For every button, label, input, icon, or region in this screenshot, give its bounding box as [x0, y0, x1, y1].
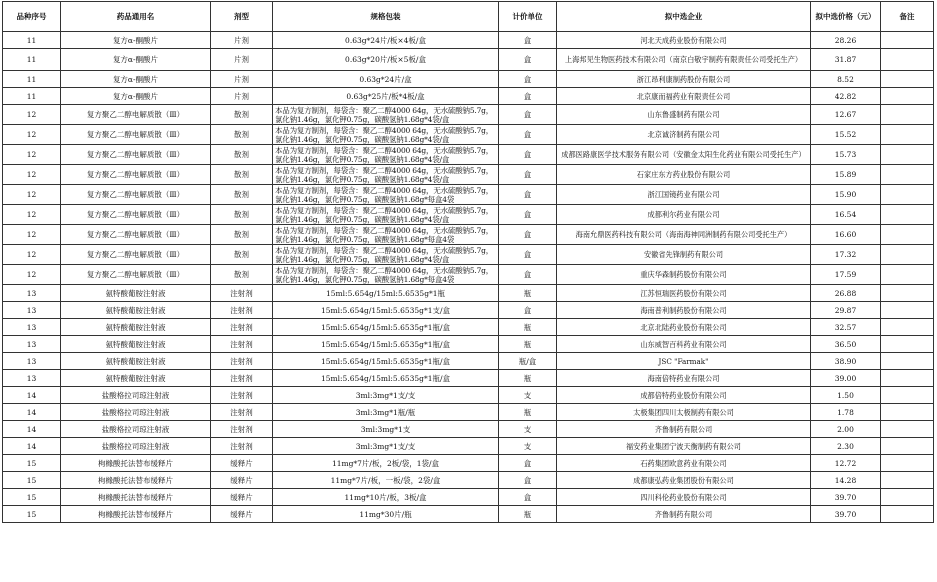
cell-name: 氨特酸葡胺注射液	[61, 285, 211, 302]
cell-company: 山东鲁盛制药有限公司	[557, 105, 811, 125]
cell-note	[881, 319, 934, 336]
cell-form: 散剂	[211, 205, 273, 225]
cell-unit: 盒	[499, 205, 557, 225]
cell-note	[881, 49, 934, 71]
table-row	[3, 506, 934, 523]
cell-price: 38.90	[811, 353, 881, 370]
cell-price: 15.89	[811, 165, 881, 185]
cell-price: 28.26	[811, 32, 881, 49]
cell-spec: 11mg*30片/瓶	[273, 506, 499, 523]
cell-price: 15.90	[811, 185, 881, 205]
table-row	[3, 225, 934, 245]
cell-unit: 盒	[499, 489, 557, 506]
cell-company: 海南倍特药业有限公司	[557, 370, 811, 387]
table-row	[3, 302, 934, 319]
cell-form: 缓释片	[211, 489, 273, 506]
col-header-no: 品种序号	[3, 2, 61, 32]
cell-unit: 盒	[499, 49, 557, 71]
cell-price: 2.00	[811, 421, 881, 438]
cell-name: 氨特酸葡胺注射液	[61, 353, 211, 370]
cell-unit: 瓶/盒	[499, 353, 557, 370]
cell-note	[881, 88, 934, 105]
cell-note	[881, 185, 934, 205]
cell-price: 39.00	[811, 370, 881, 387]
cell-no: 12	[3, 145, 61, 165]
cell-company: 上海邦见生物医药技术有限公司（南京白敬宇制药有限责任公司受托生产）	[557, 49, 811, 71]
cell-company: 石家庄东方药业股份有限公司	[557, 165, 811, 185]
cell-unit: 盒	[499, 225, 557, 245]
cell-name: 复方聚乙二醇电解质散（Ⅲ）	[61, 165, 211, 185]
cell-no: 12	[3, 265, 61, 285]
cell-spec: 0.63g*20片/板×5板/盒	[273, 49, 499, 71]
cell-no: 11	[3, 32, 61, 49]
cell-unit: 盒	[499, 455, 557, 472]
table-row	[3, 455, 934, 472]
cell-company: JSC "Farmak"	[557, 353, 811, 370]
cell-spec: 3ml:3mg*1支/支	[273, 438, 499, 455]
cell-name: 盐酸格拉司琼注射液	[61, 387, 211, 404]
cell-unit: 盒	[499, 32, 557, 49]
cell-no: 11	[3, 88, 61, 105]
cell-spec: 0.63g*24片/板×4板/盒	[273, 32, 499, 49]
cell-price: 2.30	[811, 438, 881, 455]
cell-form: 散剂	[211, 105, 273, 125]
cell-price: 1.78	[811, 404, 881, 421]
cell-company: 北京诚济制药有限公司	[557, 125, 811, 145]
cell-form: 注射剂	[211, 421, 273, 438]
cell-unit: 瓶	[499, 404, 557, 421]
cell-no: 12	[3, 125, 61, 145]
cell-name: 氨特酸葡胺注射液	[61, 370, 211, 387]
cell-form: 散剂	[211, 125, 273, 145]
cell-name: 盐酸格拉司琼注射液	[61, 404, 211, 421]
cell-form: 注射剂	[211, 302, 273, 319]
cell-unit: 盒	[499, 265, 557, 285]
table-row	[3, 404, 934, 421]
cell-spec: 11mg*10片/板，3板/盒	[273, 489, 499, 506]
cell-no: 15	[3, 455, 61, 472]
cell-form: 片剂	[211, 88, 273, 105]
col-header-note: 备注	[881, 2, 934, 32]
cell-unit: 瓶	[499, 285, 557, 302]
cell-spec: 15ml:5.654g/15ml:5.6535g*1瓶/盒	[273, 353, 499, 370]
cell-spec: 本品为复方制剂，每袋含：聚乙二醇4000 64g，无水硫酸钠5.7g，氯化钠1.46g，氯化钾0.75g，碳酸氢钠1.68g*4袋/盒	[273, 145, 499, 165]
cell-unit: 盒	[499, 165, 557, 185]
cell-company: 成都康弘药业集团股份有限公司	[557, 472, 811, 489]
cell-price: 8.52	[811, 71, 881, 88]
cell-form: 片剂	[211, 32, 273, 49]
cell-spec: 11mg*7片/板，一板/袋，2袋/盒	[273, 472, 499, 489]
cell-name: 枸橼酸托法替布缓释片	[61, 489, 211, 506]
cell-price: 29.87	[811, 302, 881, 319]
cell-company: 齐鲁制药有限公司	[557, 506, 811, 523]
cell-note	[881, 455, 934, 472]
cell-no: 13	[3, 353, 61, 370]
cell-form: 散剂	[211, 185, 273, 205]
cell-name: 盐酸格拉司琼注射液	[61, 438, 211, 455]
cell-form: 散剂	[211, 245, 273, 265]
header-row	[3, 2, 934, 32]
table-row	[3, 353, 934, 370]
cell-note	[881, 472, 934, 489]
cell-no: 14	[3, 387, 61, 404]
cell-note	[881, 245, 934, 265]
col-header-form: 剂型	[211, 2, 273, 32]
cell-no: 13	[3, 285, 61, 302]
table-row	[3, 285, 934, 302]
cell-company: 北京北陆药业股份有限公司	[557, 319, 811, 336]
cell-price: 26.88	[811, 285, 881, 302]
cell-unit: 支	[499, 387, 557, 404]
table-row	[3, 32, 934, 49]
cell-name: 枸橼酸托法替布缓释片	[61, 472, 211, 489]
cell-company: 河北天成药业股份有限公司	[557, 32, 811, 49]
cell-price: 1.50	[811, 387, 881, 404]
cell-spec: 本品为复方制剂，每袋含：聚乙二醇4000 64g，无水硫酸钠5.7g，氯化钠1.46g，氯化钾0.75g，碳酸氢钠1.68g*每盒4袋	[273, 185, 499, 205]
table-row	[3, 185, 934, 205]
cell-spec: 3ml:3mg*1瓶/瓶	[273, 404, 499, 421]
cell-company: 太极集团四川太极制药有限公司	[557, 404, 811, 421]
table-row	[3, 387, 934, 404]
cell-no: 11	[3, 49, 61, 71]
cell-no: 14	[3, 404, 61, 421]
cell-note	[881, 71, 934, 88]
cell-unit: 瓶	[499, 370, 557, 387]
cell-no: 14	[3, 438, 61, 455]
cell-name: 复方聚乙二醇电解质散（Ⅲ）	[61, 125, 211, 145]
cell-no: 11	[3, 71, 61, 88]
cell-no: 13	[3, 370, 61, 387]
cell-name: 氨特酸葡胺注射液	[61, 336, 211, 353]
cell-note	[881, 387, 934, 404]
cell-note	[881, 489, 934, 506]
cell-spec: 3ml:3mg*1支/支	[273, 387, 499, 404]
cell-no: 12	[3, 225, 61, 245]
cell-spec: 本品为复方制剂，每袋含：聚乙二醇4000 64g，无水硫酸钠5.7g，氯化钠1.46g，氯化钾0.75g，碳酸氢钠1.68g*每盒4袋	[273, 265, 499, 285]
cell-unit: 瓶	[499, 319, 557, 336]
cell-company: 海南允鼎医药科技有限公司（海南海神同洲制药有限公司受托生产）	[557, 225, 811, 245]
cell-note	[881, 336, 934, 353]
table-row	[3, 438, 934, 455]
cell-company: 齐鲁制药有限公司	[557, 421, 811, 438]
cell-no: 12	[3, 205, 61, 225]
table-row	[3, 49, 934, 71]
cell-unit: 盒	[499, 472, 557, 489]
cell-unit: 支	[499, 421, 557, 438]
table-row	[3, 88, 934, 105]
cell-company: 石药集团欧意药业有限公司	[557, 455, 811, 472]
cell-note	[881, 205, 934, 225]
cell-unit: 瓶	[499, 506, 557, 523]
cell-price: 39.70	[811, 489, 881, 506]
cell-unit: 盒	[499, 105, 557, 125]
table-row	[3, 71, 934, 88]
cell-form: 散剂	[211, 165, 273, 185]
table-row	[3, 145, 934, 165]
cell-name: 复方α-酮酸片	[61, 32, 211, 49]
cell-form: 注射剂	[211, 387, 273, 404]
cell-price: 31.87	[811, 49, 881, 71]
cell-form: 缓释片	[211, 506, 273, 523]
table-row	[3, 489, 934, 506]
cell-company: 浙江昂利康制药股份有限公司	[557, 71, 811, 88]
cell-no: 13	[3, 319, 61, 336]
cell-spec: 本品为复方制剂，每袋含：聚乙二醇4000 64g，无水硫酸钠5.7g，氯化钠1.46g，氯化钾0.75g，碳酸氢钠1.68g*4袋/盒	[273, 245, 499, 265]
cell-no: 14	[3, 421, 61, 438]
cell-name: 复方α-酮酸片	[61, 49, 211, 71]
table-row	[3, 245, 934, 265]
cell-unit: 盒	[499, 185, 557, 205]
cell-price: 17.32	[811, 245, 881, 265]
cell-no: 15	[3, 489, 61, 506]
cell-company: 江苏恒瑞医药股份有限公司	[557, 285, 811, 302]
table-row	[3, 336, 934, 353]
cell-unit: 盒	[499, 145, 557, 165]
cell-price: 42.82	[811, 88, 881, 105]
col-header-price: 拟中选价格（元）	[811, 2, 881, 32]
cell-no: 12	[3, 165, 61, 185]
cell-note	[881, 506, 934, 523]
col-header-name: 药品通用名	[61, 2, 211, 32]
cell-company: 北京康而福药业有限责任公司	[557, 88, 811, 105]
cell-unit: 盒	[499, 245, 557, 265]
cell-form: 散剂	[211, 145, 273, 165]
cell-note	[881, 105, 934, 125]
cell-unit: 盒	[499, 125, 557, 145]
cell-name: 复方聚乙二醇电解质散（Ⅲ）	[61, 245, 211, 265]
table-row	[3, 125, 934, 145]
cell-company: 山东威智百科药业有限公司	[557, 336, 811, 353]
cell-note	[881, 125, 934, 145]
cell-price: 36.50	[811, 336, 881, 353]
cell-no: 12	[3, 245, 61, 265]
cell-unit: 盒	[499, 71, 557, 88]
cell-note	[881, 285, 934, 302]
cell-spec: 15ml:5.654g/15ml:5.6535g*1支/盒	[273, 302, 499, 319]
cell-name: 氨特酸葡胺注射液	[61, 319, 211, 336]
table-row	[3, 205, 934, 225]
cell-form: 散剂	[211, 265, 273, 285]
cell-spec: 0.63g*25片/板*4板/盒	[273, 88, 499, 105]
cell-no: 15	[3, 472, 61, 489]
cell-form: 注射剂	[211, 404, 273, 421]
cell-form: 缓释片	[211, 472, 273, 489]
cell-note	[881, 225, 934, 245]
drug-price-table	[2, 1, 934, 523]
cell-company: 成都医路康医学技术服务有限公司（安徽金太阳生化药业有限公司受托生产）	[557, 145, 811, 165]
cell-price: 39.70	[811, 506, 881, 523]
cell-name: 盐酸格拉司琼注射液	[61, 421, 211, 438]
cell-spec: 本品为复方制剂，每袋含：聚乙二醇4000 64g，无水硫酸钠5.7g，氯化钠1.46g，氯化钾0.75g，碳酸氢钠1.68g*4袋/盒	[273, 125, 499, 145]
cell-name: 枸橼酸托法替布缓释片	[61, 455, 211, 472]
col-header-spec: 规格包装	[273, 2, 499, 32]
cell-note	[881, 370, 934, 387]
cell-note	[881, 404, 934, 421]
cell-spec: 0.63g*24片/盒	[273, 71, 499, 88]
cell-name: 复方聚乙二醇电解质散（Ⅲ）	[61, 265, 211, 285]
cell-spec: 本品为复方制剂，每袋含：聚乙二醇4000 64g，无水硫酸钠5.7g，氯化钠1.46g，氯化钾0.75g，碳酸氢钠1.68g*4袋/盒	[273, 165, 499, 185]
cell-company: 成都利尔药业有限公司	[557, 205, 811, 225]
cell-unit: 盒	[499, 302, 557, 319]
cell-name: 复方聚乙二醇电解质散（Ⅲ）	[61, 185, 211, 205]
cell-price: 17.59	[811, 265, 881, 285]
cell-note	[881, 353, 934, 370]
cell-no: 13	[3, 336, 61, 353]
cell-name: 氨特酸葡胺注射液	[61, 302, 211, 319]
cell-spec: 15ml:5.654g/15ml:5.6535g*1瓶/盒	[273, 336, 499, 353]
cell-spec: 15ml:5.654g/15ml:5.6535g*1瓶/盒	[273, 370, 499, 387]
cell-company: 海南普利制药股份有限公司	[557, 302, 811, 319]
cell-name: 复方聚乙二醇电解质散（Ⅲ）	[61, 225, 211, 245]
cell-spec: 15ml:5.654g/15ml:5.6535g*1瓶	[273, 285, 499, 302]
cell-form: 注射剂	[211, 438, 273, 455]
cell-form: 注射剂	[211, 370, 273, 387]
cell-no: 12	[3, 105, 61, 125]
cell-name: 复方聚乙二醇电解质散（Ⅲ）	[61, 205, 211, 225]
cell-price: 32.57	[811, 319, 881, 336]
cell-company: 四川科伦药业股份有限公司	[557, 489, 811, 506]
cell-form: 注射剂	[211, 336, 273, 353]
cell-note	[881, 421, 934, 438]
cell-unit: 支	[499, 438, 557, 455]
cell-price: 14.28	[811, 472, 881, 489]
cell-name: 复方聚乙二醇电解质散（Ⅲ）	[61, 145, 211, 165]
table-row	[3, 319, 934, 336]
cell-name: 枸橼酸托法替布缓释片	[61, 506, 211, 523]
cell-form: 片剂	[211, 49, 273, 71]
cell-form: 注射剂	[211, 285, 273, 302]
cell-price: 12.67	[811, 105, 881, 125]
table-row	[3, 370, 934, 387]
cell-price: 15.52	[811, 125, 881, 145]
cell-name: 复方α-酮酸片	[61, 71, 211, 88]
cell-form: 注射剂	[211, 353, 273, 370]
cell-note	[881, 265, 934, 285]
cell-note	[881, 32, 934, 49]
cell-unit: 盒	[499, 88, 557, 105]
table-row	[3, 165, 934, 185]
cell-company: 浙江国镜药业有限公司	[557, 185, 811, 205]
cell-company: 安徽省先锋制药有限公司	[557, 245, 811, 265]
cell-spec: 本品为复方制剂，每袋含：聚乙二醇4000 64g，无水硫酸钠5.7g，氯化钠1.46g，氯化钾0.75g，碳酸氢钠1.68g*4袋/盒	[273, 105, 499, 125]
cell-price: 15.73	[811, 145, 881, 165]
cell-form: 缓释片	[211, 455, 273, 472]
cell-spec: 11mg*7片/板，2板/袋，1袋/盒	[273, 455, 499, 472]
table-row	[3, 265, 934, 285]
cell-note	[881, 438, 934, 455]
col-header-company: 拟中选企业	[557, 2, 811, 32]
cell-no: 13	[3, 302, 61, 319]
cell-spec: 3ml:3mg*1支	[273, 421, 499, 438]
cell-spec: 本品为复方制剂，每袋含：聚乙二醇4000 64g，无水硫酸钠5.7g，氯化钠1.46g，氯化钾0.75g，碳酸氢钠1.68g*每盒4袋	[273, 225, 499, 245]
cell-no: 12	[3, 185, 61, 205]
cell-price: 16.54	[811, 205, 881, 225]
cell-form: 片剂	[211, 71, 273, 88]
cell-name: 复方聚乙二醇电解质散（Ⅲ）	[61, 105, 211, 125]
table-row	[3, 105, 934, 125]
cell-note	[881, 302, 934, 319]
cell-company: 成都倍特药业股份有限公司	[557, 387, 811, 404]
table-row	[3, 472, 934, 489]
cell-spec: 15ml:5.654g/15ml:5.6535g*1瓶/盒	[273, 319, 499, 336]
cell-company: 重庆华森制药股份有限公司	[557, 265, 811, 285]
cell-unit: 瓶	[499, 336, 557, 353]
cell-note	[881, 165, 934, 185]
table-row	[3, 421, 934, 438]
cell-no: 15	[3, 506, 61, 523]
cell-name: 复方α-酮酸片	[61, 88, 211, 105]
cell-note	[881, 145, 934, 165]
cell-company: 福安药业集团宁波天衡制药有限公司	[557, 438, 811, 455]
cell-price: 16.60	[811, 225, 881, 245]
cell-spec: 本品为复方制剂，每袋含：聚乙二醇4000 64g，无水硫酸钠5.7g，氯化钠1.46g，氯化钾0.75g，碳酸氢钠1.68g*4袋/盒	[273, 205, 499, 225]
col-header-unit: 计价单位	[499, 2, 557, 32]
cell-form: 注射剂	[211, 319, 273, 336]
cell-price: 12.72	[811, 455, 881, 472]
cell-form: 散剂	[211, 225, 273, 245]
